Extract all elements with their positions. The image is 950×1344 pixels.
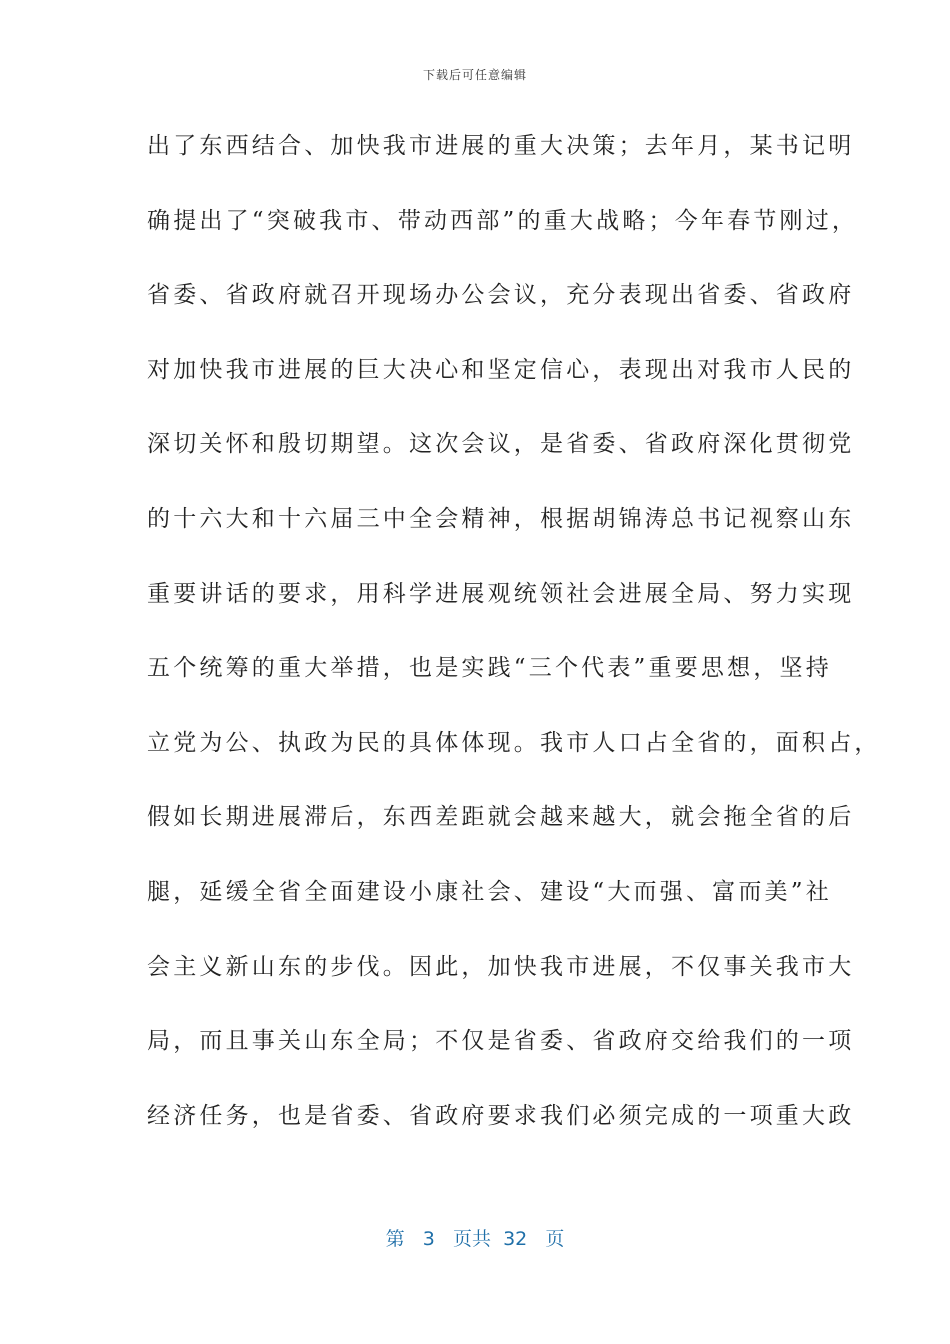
body-line-1: 出了东西结合、加快我市进展的重大决策；去年月，某书记明 [147, 133, 855, 159]
body-line-4: 对加快我市进展的巨大决心和坚定信心，表现出对我市人民的 [147, 356, 855, 383]
total-pages-number: 32 [503, 1228, 528, 1250]
body-line-13: 局，而且事关山东全局；不仅是省委、省政府交给我们的一项 [147, 1028, 855, 1055]
page-header: 下载后可任意编辑 [422, 68, 527, 82]
body-line-6: 的十六大和十六届三中全会精神，根据胡锦涛总书记视察山东 [147, 505, 855, 532]
body-line-5: 深切关怀和殷切期望。这次会议，是省委、省政府深化贯彻党 [147, 431, 855, 458]
footer-prefix: 第 [385, 1228, 405, 1250]
body-line-10: 假如长期进展滞后，东西差距就会越来越大，就会拖全省的后 [147, 804, 855, 831]
body-line-9: 立党为公、执政为民的具体体现。我市人口占全省的，面积占， [147, 729, 881, 756]
body-line-8: 五个统筹的重大举措，也是实践“三个代表”重要思想，坚持 [147, 655, 832, 682]
footer-middle: 页共 [452, 1228, 491, 1250]
body-line-11: 腿，延缓全省全面建设小康社会、建设“大而强、富而美”社 [147, 878, 832, 905]
footer-suffix: 页 [545, 1228, 565, 1250]
body-line-14: 经济任务，也是省委、省政府要求我们必须完成的一项重大政 [147, 1102, 855, 1129]
current-page-number: 3 [422, 1228, 435, 1250]
body-line-12: 会主义新山东的步伐。因此，加快我市进展，不仅事关我市大 [147, 953, 855, 980]
body-line-7: 重要讲话的要求，用科学进展观统领社会进展全局、努力实现 [147, 580, 855, 607]
body-line-3: 省委、省政府就召开现场办公会议，充分表现出省委、省政府 [147, 282, 855, 309]
page-footer [0, 1224, 950, 1251]
document-body [147, 120, 881, 1164]
body-line-2: 确提出了“突破我市、带动西部”的重大战略；今年春节刚过， [147, 207, 859, 234]
